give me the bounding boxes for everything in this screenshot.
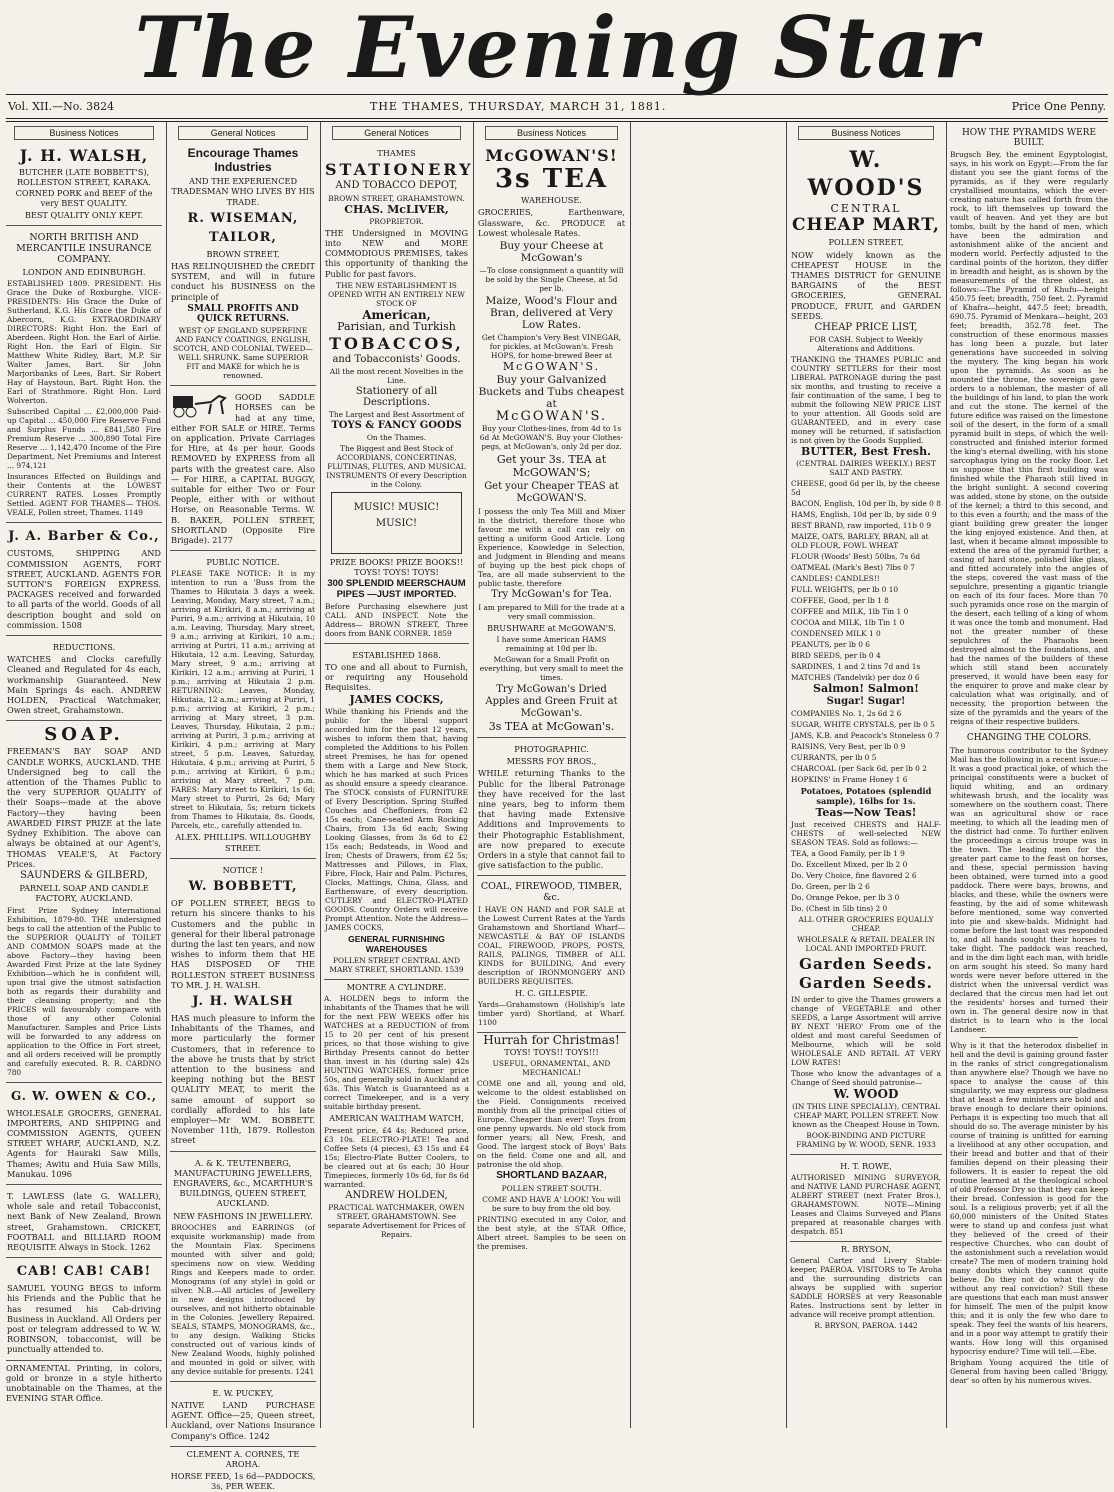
ad-body: Buy your Clothes-lines, from 4d to 1s 6d At McGOWAN'S. Buy your Clothes-pegs, at McGowan's, only 2d per doz.: [479, 424, 624, 452]
baker-ad: [170, 388, 316, 551]
column-divider: [946, 122, 947, 1428]
ad-body: Get Champion's Very Best VINEGAR, for pickles, at McGowan's. Fresh HOPS, for home-brewed Beer at: [481, 333, 622, 361]
ad-body: FREEMAN'S BAY SOAP AND CANDLE WORKS, AUCKLAND. THE Undersigned beg to call the attention of the Thames Public to the very SUPERIOR QUALITY of their Soaps—made at the above Factory—they having been AWARDED FIRST PRIZE at the late Sydney Exhibition. The above can always be obtained at our Agent's, THOMAS VEALE'S, At Factory Prices.: [7, 746, 161, 869]
ad-body: Just received CHESTS and HALF-CHESTS of well-selected NEW SEASON TEAS. Sold as follows:—: [791, 820, 941, 848]
ad-body: (IN THIS LINE SPECIALLY), CENTRAL CHEAP MART, POLLEN STREET. Now known as the Cheapest House in Town.: [792, 1101, 940, 1129]
ad-tagline: BEST QUALITY ONLY KEPT.: [24, 210, 144, 221]
ad-body: A. HOLDEN begs to inform the inhabitants of the Thames that he will for the next FEW WEEKS offer his WATCHES at a REDUCTION of from 15 to 20 per cent of his present prices, so that those wishing to give Birthday Presents cannot do better than invest in his (during sale) 42s HUNTING WATCHES, former price 50s, and generally sold in Auckland at 63s. This Watch is Guaranteed as a correct Timekeeper, and is a very suitable birthday present.: [324, 994, 469, 1112]
teutenberg-ad: [170, 1154, 316, 1382]
price-row: TEA, a Good Family, per lb 1 9: [791, 849, 905, 859]
ad-highlight: 3s TEA at McGowan's.: [488, 719, 615, 733]
foy-ad: [477, 740, 626, 876]
ad-highlight: Potatoes, Potatoes (splendid sample), 16lbs for 1s.: [800, 785, 932, 807]
ad-address: POLLEN STREET,: [828, 237, 904, 248]
ad-highlight: McGOWAN'S.: [502, 360, 601, 374]
price-row: BIRD SEEDS, per lb 0 4: [791, 651, 881, 661]
ad-subheading: AMERICAN WALTHAM WATCH,: [329, 1113, 464, 1124]
ad-body: On the Thames.: [366, 433, 427, 443]
tea-list: [791, 849, 941, 913]
price-row: FULL WEIGHTS, per lb 0 10: [791, 585, 899, 595]
price-row: BACON, English, 10d per lb, by side 0 8: [791, 499, 941, 509]
ad-heading: R. BRYSON,: [840, 1243, 892, 1254]
puckey-ad: [170, 1384, 316, 1447]
divider: [980, 1037, 1078, 1038]
ad-address: BROWN STREET,: [206, 248, 280, 259]
printing-ad: [6, 1363, 162, 1404]
ad-name: CHAS. McLIVER,: [344, 202, 449, 216]
pyramids-article: [950, 128, 1108, 726]
mcliver-ad: [324, 144, 474, 644]
owen-ad: [6, 1085, 162, 1185]
ad-heading: Hurrah for Christmas!: [483, 1033, 620, 1048]
ad-heading: PUBLIC NOTICE.: [206, 557, 280, 568]
article-body: Brigham Young acquired the title of General from having been called 'Briggy, dear' so often by his numerous wives.: [950, 1357, 1108, 1385]
issue-date: THE THAMES, THURSDAY, MARCH 31, 1881.: [370, 100, 667, 113]
ad-heading: J. H. WALSH,: [19, 146, 149, 166]
column-divider: [786, 122, 787, 1428]
ad-heading: REDUCTIONS.: [52, 642, 116, 653]
ad-body: WHOLESALE & RETAIL DEALER IN LOCAL AND IMPORTED FRUIT.: [797, 935, 935, 954]
ad-body: THANKING the THAMES PUBLIC and COUNTRY SETTLERS for their most LIBERAL PATRONAGE during the past six months, and trusting to receive a fair continuation of the same, I beg to submit the following NEW PRICE LIST to your attention. All Goods sold are GUARANTEED, and in every case money will be returned, if satisfaction is not given by the Goods Supplied.: [791, 355, 941, 446]
heterodox-article: [950, 1041, 1108, 1385]
ad-body: IN order to give the Thames growers a change of VEGETABLE and other SEEDS, a Large Assortment will arrive BY NEXT 'HERO' From one of the oldest and most careful Seedsmen of Melbourne, which will be sold WHOLESALE AND RETAIL AT VERY LOW RATES!: [791, 995, 941, 1068]
ad-highlight: Stationery of all Descriptions.: [355, 386, 438, 408]
ad-body: HORSE FEED, 1s 6d—PADDOCKS, 3s, PER WEEK.: [170, 1471, 316, 1492]
ad-body: Those who know the advantages of a Change of Seed should patronise—: [791, 1069, 941, 1088]
ad-heading: NOTICE !: [222, 864, 264, 875]
price-row: FLOUR (Woods' Best) 50lbs, 7s 6d: [791, 552, 921, 562]
ad-body: BROOCHES and EARRINGS (of exquisite workmanship) made from the Mountain Flax. Specimens mounted with silver and gold; specimens now on view. Wedding Rings and Keepers made to order. Monograms (of any style) in gold or silver. N.B.—All articles of Jewellery in new designs introduced by ourselves, and not hitherto obtainable in the Colonies. Jewellery Repaired. SEALS, STAMPS, MONOGRAMS, &c., to any design. Walking Sticks constructed out of various kinds of New Zealand Woods, highly polished and mounted in gold or silver, with any device suitable for presents. 1241: [171, 1222, 315, 1376]
bazaar-ad: [477, 1035, 626, 1251]
ad-body: FOR CASH. Subject to Weekly Alterations and Additions.: [809, 335, 923, 354]
column-6: [950, 126, 1108, 1426]
ad-heading: CAB! CAB! CAB!: [16, 1264, 152, 1280]
ad-heading: H. T. ROWE,: [840, 1160, 892, 1171]
column-5: [790, 126, 942, 1426]
lawless-ad: [6, 1187, 162, 1258]
ad-highlight: Buy your Cheese at McGowan's: [499, 240, 604, 265]
ad-address: Yards—Grahamstown (Hollship's late timber yard) Shortland, at Wharf. 1100: [478, 1000, 625, 1028]
ad-heading: A. & K. TEUTENBERG, MANUFACTURING JEWELLERS, ENGRAVERS, &c., MCARTHUR'S BUILDINGS, QUEEN STREET, AUCKLAND.: [173, 1157, 313, 1209]
ad-heading: J. A. Barber & Co.,: [8, 529, 160, 545]
ad-body: NATIVE LAND PURCHASE AGENT. Office—25, Queen street, Auckland, over Nations Insurance Company's Office. 1242: [171, 1399, 315, 1441]
ad-highlight: Buy your Galvanized Buckets and Tubs cheapest at: [478, 374, 625, 411]
price-row: CANDLES! CANDLES!!: [791, 574, 880, 584]
ad-subheading: CHEAP PRICE LIST,: [814, 322, 918, 334]
ad-heading: PHOTOGRAPHIC.: [514, 744, 589, 755]
price-row: CURRANTS, per lb 0 5: [791, 752, 877, 762]
ad-name: ANDREW HOLDEN,: [345, 1189, 448, 1201]
ad-highlight: McGOWAN'S.: [495, 409, 608, 425]
ad-subheading: NEW FASHIONS IN JEWELLERY.: [173, 1210, 313, 1221]
ad-subheading: WAREHOUSE.: [520, 195, 582, 206]
ad-highlight: BUTTER, Best Fresh.: [801, 445, 931, 459]
ad-body: PRIZE BOOKS! PRIZE BOOKS!! TOYS! TOYS! TOYS!: [329, 557, 464, 578]
ad-highlight: TOBACCOS,: [329, 334, 464, 354]
price-row: COCOA and MILK, 1lb Tin 1 0: [791, 618, 905, 628]
ad-heading: COAL, FIREWOOD, TIMBER, &c.: [480, 881, 623, 903]
price-row: SUGAR, WHITE CRYSTALS, per lb 0 5: [791, 719, 935, 729]
ad-body: All the most recent Novelties in the Line.: [329, 367, 464, 386]
ad-body: PLEASE TAKE NOTICE: It is my intention to run a 'Buss from the Thames to Hikutaia 3 days a week. Leaving, Monday, Mary street, 7 a.m.; arriving at Kirikiri, 8 a.m.; arriving at Puriri, 9 a.m.; arriving at Hikutaia, 10 a.m. Leaving, Thursday, Mary street, 9 a.m.; arriving at Kirikiri, 10 a.m.; arriving at Puriri, 11 a.m.; arriving at Hikutaia, 12 a.m. Leaving, Saturday, Mary street, 9 a.m.; arriving at Kirikiri, 12 a.m.; arriving at Puriri, 1 p.m.; arriving at Hikutaia 2 p.m. RETURNING: Leaves, Monday, Hikutaia, 12 a.m.; arriving at Puriri, 1 p.m.; arriving at Kirikiri, 2 p.m.; arriving at Mary street, 3 p.m. Leaves, Thursday, Hikutaia, 2 p.m.; arriving at Puriri, 3 p.m.; arriving at Kirikiri, 4 p.m.; arriving at Mary street, 5 p.m. Leaves, Saturday, Hikutaia, 4 p.m.; arriving at Puriri, 5 p.m.; arriving at Kirikiri, 6 p.m.; arriving at Mary street, 7 p.m. FARES: Mary street to Kirikiri, 1s 6d; Mary street to Puriri, 2s 6d; Mary street to Hikutaia, 5s; return tickets from Thames to Hikutaia, 8s. Goods, Parcels, etc., carefully attended to.: [171, 569, 315, 831]
price-row: BEST BRAND, raw imported, 11b 0 9: [791, 521, 932, 531]
column-heading: General Notices: [332, 126, 461, 140]
ad-body: ORNAMENTAL Printing, in colors, gold or bronze in a style hitherto unobtainable on the Thames, at the EVENING STAR Office.: [6, 1362, 162, 1404]
newspaper-title: The Evening Star: [134, 0, 980, 97]
barber-ad: [6, 525, 162, 636]
ad-name: SHORTLAND BAZAAR,: [496, 1170, 607, 1182]
column-heading: Business Notices: [798, 126, 934, 140]
price-row: COMPANIES No. 1, 2s 6d 2 6: [791, 708, 902, 718]
ad-body: SAMUEL YOUNG BEGS to inform his Friends and the Public that he has resumed his Cab-driving Business in Auckland. All Orders per post or telegram addressed to W. W. ROBINSON, tobacconist, will be punctually attended to.: [7, 1283, 161, 1355]
price-row: JAMS, K.B. and Peacock's Stoneless 0 7: [791, 730, 940, 740]
ad-subheading: AND THE EXPERIENCED TRADESMAN WHO LIVES BY HIS TRADE.: [171, 176, 315, 207]
column-divider: [630, 122, 631, 1428]
ad-figures: Subscribed Capital ... £2,000,000 Paid-up Capital ... 450,000 Fire Reserve Fund and Surplus Funds ... £841,580 Fire Premium Reserve ... 300,890 Total Fire Reserve ... 1,142,470 Income of the Fire Department, Net Premiums and Interest ... 974,121: [7, 407, 161, 471]
ad-heading: Garden Seeds.: [799, 955, 933, 974]
ad-heading: G. W. OWEN & CO.,: [10, 1088, 158, 1103]
ad-body: WATCHES and Clocks carefully Cleaned and Regulated for 4s each, workmanship Guaranteed. New Main Springs 4s each. ANDREW HOLDEN, Practical Watchmaker, Owen street, Grahamstown.: [7, 654, 161, 716]
price-row: COFFEE and MILK, 1lb Tin 1 0: [791, 607, 909, 617]
ad-address: POLLEN STREET CENTRAL AND MARY STREET, SHORTLAND. 1539: [329, 956, 464, 975]
ad-highlight: and Tobacconists' Goods.: [332, 354, 461, 366]
ad-body: Present price, £4 4s; Reduced price, £3 10s. ELECTRO-PLATE! Tea and Coffee Sets (4 pieces), £3 15s and £4 15s; Electro-Plate Butter Coolers, to be cleared out at 6s each; 30 Hour Timepieces, formerly 10s 6d, for 8s 6d warranted.: [324, 1125, 469, 1189]
ad-body: —To close consignment a quantity will be sold by the Single Cheese, at 5d per lb.: [479, 266, 624, 294]
ad-heading: McGOWAN'S!: [485, 146, 618, 166]
article-title: CHANGING THE COLORS.: [966, 733, 1092, 744]
article-body: Brugsch Bey, the eminent Egyptologist, says, in his work on Egypt:—From the far distant you see the giant forms of the pyramids, as if they were regularly crystallised mountains, which the ever-creating nature has called forth from the rock, to lift themselves up toward the vault of heaven. And yet they are but tombs, built by the hand of men, which have been the admiration and astonishment alike of the ancient and modern world. Perfectly adjusted to the cardinal points of the horizon, they differ in breadth and height, as is shown by the measurements of the three oldest, as follows:—The Pyramid of Khufu—height 450.75 feet; breadth, 750 feet. 2. Pyramid of Khafra—height, 447.5 feet; breadth, 690.75. Pyramid of Menkara—height, 203 feet; breadth, 352.78 feet. The construction of these enormous masses has long been a puzzle, but later generations have succeeded in solving the mystery. The king began his work upon the pyramids. As soon as he mounted the throne, the sovereign gave orders to a nobleman, the master of all the buildings of his land, to plan the work and cut the stone. The kernel of the future edifice was raised on the limestone soil of the desert, in the form of a small pyramid built in steps, of which the well-constructed and finished interior formed the king's eternal dwelling, with his stone sarcophagus lying on the rocky floor. Let us suppose that this first building was finished while the Pharaoh still lived in the bright sunlight. A second covering was added, stone by stone, on the outside of the kernel; a third to this second, and to this even a fourth; and the mass of the giant building grew greater the longer the king enjoyed existence. And then, at last, when it became almost impossible to extend the area of the pyramid further, a casing of hard stone, polished like glass, and fitted accurately into the angles of the steps, covered the vast mass of the sepulchre, presenting a gigantic triangle on each of its four faces. More than 70 such pyramids once rose on the margin of the desert, each telling of a king of whom it was once the tomb and monument. Had not the greater number of these sepulchres of the Pharaohs been destroyed almost to the foundations, and had the names of the builders of these which still stand been accurately preserved, it would have been easy for the enquirer to prove and make clear by calculation what was originally, and of necessity, the proportion between the size of the pyramids and the years of the reigns of their respective builders.: [950, 150, 1108, 727]
ad-highlight: Teas—Now Teas!: [815, 806, 917, 820]
ad-highlight: Get your Cheaper TEAS at McGOWAN'S.: [484, 481, 619, 505]
ad-heading: STATIONERY: [325, 160, 474, 180]
column-1: [6, 126, 162, 1426]
ad-body: COME one and all, young and old, welcome to the oldest established on the Field. Consignments received monthly from all the principal cities of Europe. Cheaper than ever! Toys from one penny upwards. No old stock from former years; all New, Fresh, and Good. The largest stock of Boys' Bats on the field. Come one and all, and patronise the old shop.: [477, 1079, 626, 1170]
ad-body: While thanking his Friends and the public for the liberal support accorded him for the past 12 years, wishes to inform them that, having completed the Additions to his Pollen street Premises, he has for opened them with a Large and New Stock, which he has marked at such Prices as should ensure a speedy clearance. The STOCK consists of FURNITURE of Every Description. Spring Stuffed Couches and Cheffoniers, from £2 15s each; Cane-seated Arm Rocking Chairs, from 13s 6d each; Swing Looking Glasses, from 3s 6d to £2 15s each; Bedsteads, in Wood and Iron; Chests of Drawers, from £2 5s; Mattresses and Pillows, in Flax, Fibre, Flock, Hair and Palm. Pictures, Clocks, Mattings, China, Glass, and Earthenware, of every description. CUTLERY and ELECTRO-PLATED GOODS. Country Orders will receive Prompt Attention. Note the Address— JAMES COCKS,: [325, 706, 468, 932]
ad-body: (CENTRAL DAIRIES WEEKLY.) BEST SALT AND PASTRY.: [796, 459, 936, 478]
ad-heading: CLEMENT A. CORNES, TE AROHA.: [186, 1448, 300, 1469]
ad-body: THE Undersigned in MOVING into NEW and MORE COMMODIOUS PREMISES, takes this opportunity of thanking the Public for past favors.: [325, 227, 468, 279]
volume-number: Vol. XII.—No. 3824: [8, 100, 115, 113]
mcgowan-ad: [477, 144, 626, 738]
ad-body: NOW widely known as the CHEAPEST HOUSE in the THAMES DISTRICT for GENUINE BARGAINS of the BEST GROCERIES, GENERAL PRODUCE, FRUIT, and GARDEN SEEDS.: [791, 249, 941, 321]
gillespie-ad: [477, 878, 626, 1033]
price-row: Do. Green, per lb 2 6: [791, 882, 870, 892]
ad-body: BOOK-BINDING AND PICTURE FRAMING by W. WOOD, SENR. 1933: [796, 1130, 936, 1149]
ad-body: First Prize Sydney International Exhibition, 1879-80. THE undersigned begs to call the attention of the Public to the SUPERIOR QUALITY of TOILET AND COMMON SOAPS made at the above Factory—they having been Awarded First Prize at the late Sydney Exhibition—which he is confident will, upon trial give the utmost satisfaction both as regards their durability and their cleansing property; and the PRICES will favourably compare with those of any other Colonial Manufacturer. Samples and Price Lists will be forwarded to any address on application to the Office in Fort street, and all orders received will be promptly and carefully executed. R. R. CARDNO 780: [7, 905, 161, 1077]
ad-highlight: TOYS & FANCY GOODS: [331, 419, 462, 431]
price-row: MAIZE, OATS, BARLEY, BRAN, all at OLD FLOUR, FOWL WHEAT: [791, 532, 929, 551]
rowe-ad: [790, 1157, 942, 1242]
column-heading: Business Notices: [485, 126, 618, 140]
ad-body: WHOLESALE GROCERS, GENERAL IMPORTERS, AND SHIPPING and COMMISSION AGENTS, QUEEN STREET WHARF, AUCKLAND, N.Z. Agents for Hauraki Saw Mills, Thames; Awitu and Huia Saw Mills, Manukau. 1096: [7, 1107, 161, 1179]
ad-body: OF POLLEN STREET, BEGS to return his sincere thanks to his Customers and the public in general for their liberal patronage during the last ten years, and now wishes to inform them that HE HAS DISPOSED OF THE ROLLESTON STREET BUSINESS TO MR. J. H. WALSH.: [171, 898, 315, 990]
ad-address: BROWN STREET, GRAHAMSTOWN.: [328, 193, 465, 203]
price-row: Do. Excellent Mixed, per lb 2 0: [791, 860, 908, 870]
ad-highlight: Maize, Wood's Flour and Bran, delivered at Very Low Rates.: [485, 295, 618, 332]
ad-heading: Garden Seeds.: [799, 974, 933, 993]
price-row: COFFEE, Good, per lb 1 8: [791, 596, 889, 606]
article-title: HOW THE PYRAMIDS WERE BUILT.: [961, 128, 1097, 149]
price-row: MATCHES (Tandelvik) per doz 0 6: [791, 673, 920, 683]
bobbett-notice: [170, 861, 316, 1152]
masthead: [0, 0, 1114, 97]
cornes-ad: [170, 1449, 316, 1492]
ad-body: AUTHORISED MINING SURVEYOR, and NATIVE LAND PURCHASE AGENT, ALBERT STREET (next Frater Bros.), GRAHAMSTOWN. NOTE—Mining Leases and Claims Surveyed and Plans prepared at reasonable charges with despatch. 851: [791, 1172, 941, 1236]
ad-address: POLLEN STREET SOUTH.: [501, 1183, 602, 1193]
horse-carriage-icon: [171, 390, 231, 418]
ad-subheading: MESSRS FOY BROS.,: [506, 756, 597, 767]
ad-body: The Largest and Best Assortment of: [328, 409, 465, 419]
ad-heading: W. BOBBETT,: [188, 879, 298, 895]
dateline: [0, 98, 1114, 116]
ad-body: CUSTOMS, SHIPPING AND COMMISSION AGENTS, FORT STREET, AUCKLAND. AGENTS FOR SUTTON'S FOREIGN EXPRESS. PACKAGES received and forwarded to all parts of the world. Goods of all description bought and sold on commission. 1508: [7, 548, 161, 630]
ad-body: GROCERIES, Earthenware, Glassware, &c. PRODUCE at Lowest wholesale Rates.: [478, 207, 625, 238]
ad-body: WHILE returning Thanks to the Public for the liberal Patronage they have received for the last nine years, beg to inform them that having made Extensive Additions and Improvements to their Photographic Establishment, are now prepared to execute Orders in a style that cannot fail to give satisfaction to the public.: [478, 768, 625, 871]
price-row: CHEESE, good 6d per lb, by the cheese 5d: [791, 479, 940, 498]
ad-highlight: Parisian, and Turkish: [337, 320, 456, 334]
ad-body: THE NEW ESTABLISHMENT IS OPENED WITH AN ENTIRELY NEW STOCK OF: [328, 280, 465, 308]
ad-body: McGowan for a Small Profit on everything, but very small to meet the times.: [479, 654, 624, 682]
column-heading: Business Notices: [14, 126, 154, 140]
ad-heading: MONTRE A CYLINDRE.: [346, 982, 447, 993]
ad-highlight: Get your 3s. TEA at McGOWAN'S;: [496, 453, 607, 480]
ad-kicker: ESTABLISHED 1868.: [352, 649, 441, 660]
price-row: HAMS, English, 10d per lb, by side 0 9: [791, 510, 937, 520]
ad-highlight: GENERAL FURNISHING WAREHOUSES: [348, 933, 445, 955]
price-row: CHARCOAL (per Sack 6d, per lb 0 2: [791, 763, 927, 773]
ad-highlight: Try McGowan's Dried Apples and Green Fruit at McGowan's.: [485, 683, 618, 719]
ad-slogan: SMALL PROFITS AND QUICK RETURNS.: [187, 303, 299, 325]
price: Price One Penny.: [1011, 100, 1106, 113]
column-heading: General Notices: [178, 126, 308, 140]
ad-name: W. WOOD: [833, 1087, 899, 1102]
music-banner: [331, 492, 462, 554]
ad-heading: NORTH BRITISH AND MERCANTILE INSURANCE COMPANY.: [16, 232, 152, 266]
bryson-ad: [790, 1244, 942, 1330]
article-body: The humorous contributor to the Sydney Mail has the following in a recent issue:—It was a good practical joke, of which the principal constituents were a bucket of liquid whiting, and an ordinary whitewash brush, and the locality was somewhere on the southern coast. There was an agricultural show or race meeting, to which all the leading men of the district had come. To further enliven the proceedings a circus troupe was in the town. The leading men for the greater part came to the feast on horses, and these, special permission having been obtained, were turned into a good paddock. There were bays, browns, and blacks, and these, while the owners were feasting, by the aid of some whitewash before mentioned, some way converted into pie and skew-balds. Midnight had come before the last toast was responded to, and all hands sought their horses to take flight. The paddock was reached, and in the dim light each man, with bridle on arm sought his steed. So many hard words were never before uttered in the district when the universal verdict was declared that the circus men had let out the residents' horses and turned their own in. The general desire now in that district is to learn who is the local Landseer.: [950, 745, 1108, 1034]
ad-highlight: 300 SPLENDID MEERSCHAUM PIPES —JUST IMPORTED.: [327, 578, 466, 600]
ad-body: ESTABLISHED 1809. PRESIDENT: His Grace the Duke of Roxburghe. VICE-PRESIDENTS: His Grace the Duke of Sutherland, K.G. His Grace the Duke of Abercorn, K.G. EXTRAORDINARY DIRECTORS: Right Hon. the Earl of Aberdeen. Right Hon. the Earl of Airlie. Right Hon. the Earl of Elgin. Sir Matthew White Ridley, Bart, M.P. Sir Walter James, Bart. Sir John Marjoribanks of Lees, Bart. Sir Robert Hay of Haystoun, Bart. Right Hon. the Earl of Strathmore. Right Hon. Lord Wolverton.: [7, 279, 161, 406]
ad-body: GOOD SADDLE HORSES can be had at any time, either FOR SALE or HIRE. Terms on application. Private Carriages for Hire, at 4s per hour. Goods REMOVED by EXPRESS from all parts with the greatest care. Also— For HIRE, a CAPITAL BUGGY, suitable for either Two or Four People, either with or without Horse, on Reasonable Terms. W. B. BAKER, POLLEN STREET, SHORTLAND (Opposite Fire Brigade). 2177: [171, 392, 315, 546]
insurance-ad: [6, 228, 162, 523]
ad-body: HAS much pleasure to inform the Inhabitants of the Thames, and more particularly the former Customers, that in reference to the above he trusts that by strict attention to the business and keeping nothing but the BEST QUALITY MEAT, to merit the same amount of support so cordially afforded to his late employer—Mr WM. BOBBETT. November 11th, 1879. Rolleston street: [171, 1012, 315, 1146]
dateline-rule: [6, 118, 1108, 119]
sugar-list: [791, 709, 941, 784]
holden-ad: [324, 982, 469, 1239]
ad-heading: J. H. WALSH: [192, 993, 294, 1009]
price-row: Do. Orange Pekoe, per lb 3 0: [791, 893, 900, 903]
ad-subheading: USEFUL, ORNAMENTAL, AND MECHANICAL!: [492, 1059, 611, 1078]
ad-heading: Encourage Thames Industries: [187, 146, 299, 175]
column-divider: [166, 122, 167, 1428]
cocks-ad: [324, 646, 469, 980]
ad-footer: Insurances Effected on Buildings and their Contents at the LOWEST CURRENT RATES. Losses Promptly Settled. AGENT FOR THAMES— THOS. VEALE, Pollen street, Thames. 1149: [7, 472, 161, 518]
ad-subheading: PARNELL SOAP AND CANDLE FACTORY, AUCKLAND.: [19, 883, 149, 904]
ad-body: The Biggest and Best Stock of ACCORDIANS, CONCERTINAS, FLUTINAS, FLUTES, AND MUSICAL INSTRUMENTS Of every Description in the Colony.: [326, 444, 467, 490]
masthead-rule: [6, 94, 1108, 95]
ad-body: PRINTING executed in any Color, and the best style, at the STAR Office, Albert street. Samples to be seen on the premises.: [477, 1214, 626, 1251]
article-body: Why is it that the heterodox disbelief in hell and the devil is gaining ground faster in the ranks of strict congregationalism than anywhere else? Though we have no space to analyse the cause of this singularity, we may express our gladness that at least a few ministers are bold and brave enough to declare their opinions. Perhaps it is expecting too much that all should do so. The average minister by his course of training is unfitted for earning a livelihood at any other occupation, and their bread and butter and that of their families depend on their pleasing their followers. It is easier to repeat the old routine learned at the theological school of old Professor Dry so that they can keep their bread. Confession is good for the soul. Is a religious proverb; yet if all the 60,000 ministers of the United States were to stand up and confess just what they believed of the creed of their respective Churches, who can doubt of the astonishment such a revelation would create? The men of modern training hold many doubts which they cannot quite believe. Do they not do what they do without any real conviction? Still these are questions that each man must answer for himself. The men of the pulpit know this; and it is only the few who dare to speak. They feel the wants of his hearers, and in a poor way attempt to gratify their wants. How long will this organised hypocrisy endure? Time will tell.—Ebe.: [950, 1040, 1108, 1356]
ad-body: I am prepared to Mill for the trade at a very small commission.: [478, 602, 625, 621]
ad-subheading: AND TOBACCO DEPOT,: [335, 180, 458, 192]
reductions-ad: [6, 638, 162, 721]
ad-body: Before Purchasing elsewhere just CALL AND INSPECT. Note the Address— BROWN STREET, Three doors from BANK CORNER. 1859: [325, 601, 468, 638]
price-row: RAISINS, Very Best, per lb 0 9: [791, 741, 906, 751]
ad-body: T. LAWLESS (late G. WALLER), whole sale and retail Tobacconist, next Bank of New Zealand, Brown street, Grahamstown. CRICKET, FOOTBALL and BILLIARD ROOM REQUISITE Always in Stock. 1262: [7, 1190, 161, 1252]
walsh-ad: [6, 144, 162, 226]
ad-footer: WEST OF ENGLAND SUPERFINE AND FANCY COATINGS, ENGLISH, SCOTCH, AND COLONIAL TWEED—WELL SHRUNK. Same SUPERIOR FIT and MAKE for which he is renowned.: [173, 326, 313, 381]
ad-body: General Carter and Livery Stable-keeper, PAEROA. VISITORS to Te Aroha and the surrounding districts can always be supplied with superior SADDLE HORSES at very Reasonable Rates. Instructions sent by letter in advance will receive prompt attention.: [790, 1256, 942, 1320]
wiseman-ad: [170, 144, 316, 386]
ad-subheading: CENTRAL: [830, 202, 902, 216]
divider: [980, 729, 1078, 730]
ad-heading: 3s TEA: [494, 164, 609, 195]
price-row: PEANUTS, per lb 0 6: [791, 640, 871, 650]
price-list: [791, 479, 941, 682]
price-row: SARDINES, 1 and 2 tins 7d and 1s: [791, 662, 921, 672]
ad-kicker: THAMES: [377, 148, 416, 159]
ad-highlight: Salmon! Salmon!: [813, 682, 919, 696]
column-divider: [473, 122, 474, 1428]
column-4: [477, 126, 626, 1426]
dateline-rule-2: [6, 121, 1108, 122]
column-divider: [320, 122, 321, 1428]
wood-ad: [790, 144, 942, 1154]
price-row: CONDENSED MILK 1 0: [791, 629, 881, 639]
ad-highlight: BRUSHWARE at McGOWAN'S.: [487, 622, 616, 633]
ad-body: TO one and all about to Furnish, or requiring any Household Requisites.: [325, 662, 468, 693]
ad-signature: R. BRYSON, PAEROA. 1442: [814, 1321, 918, 1331]
ad-subheading: SAUNDERS & GILBERD,: [20, 869, 148, 881]
soap-ad: [6, 723, 162, 1082]
ad-signature: ALEX. PHILLIPS. WILLOUGHBY STREET.: [175, 832, 311, 853]
music-text: MUSIC! MUSIC! MUSIC!: [353, 502, 440, 530]
price-row: OATMEAL (Mark's Best) 7lbs 0 7: [791, 563, 916, 573]
colors-article: [950, 733, 1108, 1033]
ad-heading: E. W. PUCKEY,: [212, 1387, 274, 1398]
ad-body: I have some American HAMS remaining at 10d per lb.: [496, 634, 607, 653]
column-2: [170, 126, 316, 1492]
ad-body: I HAVE ON HAND and FOR SALE at the Lowest Current Rates at the Yards Grahamstown and Shortland Wharf— NEWCASTLE & BAY OF ISLANDS COAL, FIREWOOD, PROPS, POSTS, RAILS, PALINGS, TIMBER of ALL KINDS for BUILDING, And every description of IRONMONGERY AND BUILDERS REQUISITES.: [478, 904, 625, 986]
price-row: Do. Very Choice, fine flavored 2 6: [791, 871, 917, 881]
ad-role: PROPRIETOR.: [369, 216, 424, 226]
ad-body: HAS RELINQUISHED the CREDIT SYSTEM, and will in future conduct his BUSINESS on the principle of: [171, 261, 315, 302]
ad-body: BUTCHER (LATE BOBBETT'S), ROLLESTON STREET, KARAKA. CORNED PORK and BEEF of the very BEST QUALITY.: [15, 167, 153, 208]
price-row: Do. (Chest in 5lb tins) 2 0: [791, 904, 888, 914]
ad-highlight: American,: [362, 307, 431, 322]
ad-body: I possess the only Tea Mill and Mixer in the district, therefore those who favour me with a call can rely on getting a uniform Good Article. Long Experience, Knowledge in Selection, and Judgment in Blending and means of buying up the best pick chops of Tea, are all made subservient to the public taste, therefore: [478, 507, 625, 589]
ad-signature: H. C. GILLESPIE.: [514, 987, 589, 998]
ad-body: COME AND HAVE A' LOOK! You will be sure to buy from the old boy.: [482, 1194, 621, 1213]
ad-heading: JAMES COCKS,: [349, 692, 444, 706]
ad-subheading: TOYS! TOYS!! TOYS!!!: [504, 1047, 599, 1058]
ad-highlight: Sugar! Sugar!: [826, 695, 906, 707]
public-notice: [170, 553, 316, 859]
ad-footer: PRACTICAL WATCHMAKER, OWEN STREET, GRAHAMSTOWN. See separate Advertisement for Prices of Repairs.: [327, 1202, 466, 1239]
column-3: [324, 126, 474, 1426]
cab-ad: [6, 1260, 162, 1360]
ad-heading: CHEAP MART,: [792, 215, 940, 236]
ad-subheading: LONDON AND EDINBURGH.: [22, 267, 146, 278]
ad-heading: SOAP.: [44, 724, 124, 746]
price-row: HOPKINS' in Frame Honey 1 6: [791, 774, 908, 784]
ad-heading: W. WOOD'S: [807, 147, 925, 202]
ad-body: ALL OTHER GROCERIES EQUALLY CHEAP.: [798, 915, 934, 934]
ad-heading: R. WISEMAN, TAILOR,: [187, 210, 299, 245]
ad-highlight: Try McGowan's for Tea.: [491, 589, 612, 601]
